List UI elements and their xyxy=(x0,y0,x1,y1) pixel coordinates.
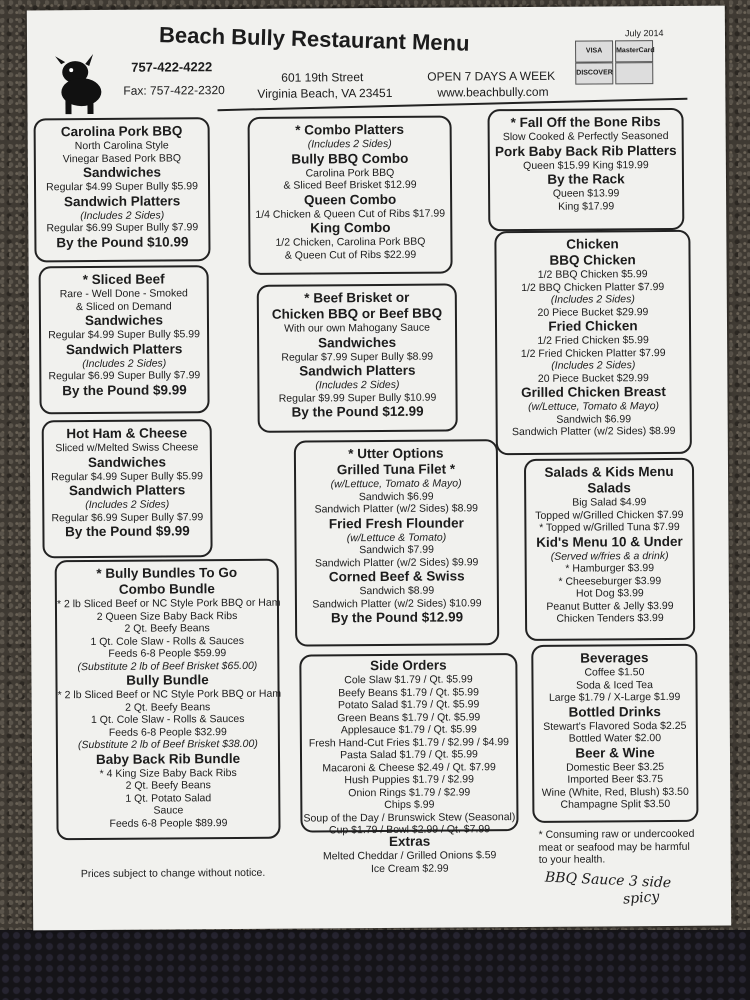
section-title: * Utter Options xyxy=(348,445,444,462)
section-title: Beverages xyxy=(580,650,649,666)
carolina-pork-section xyxy=(34,117,211,262)
menu-price: Sandwich Platter (w/2 Sides) $8.99 xyxy=(314,502,479,516)
menu-note: (Includes 2 Sides) xyxy=(550,293,635,306)
menu-price: Large $1.79 / X-Large $1.99 xyxy=(548,690,681,704)
menu-text: 2 Qt. Beefy Beans xyxy=(124,622,210,635)
warning-line: meat or seafood may be harmful xyxy=(538,840,690,854)
menu-text: * 2 lb Sliced Beef or NC Style Pork BBQ or Ham xyxy=(56,596,281,611)
menu-text: * 2 lb Sliced Beef or NC Style Pork BBQ or Ham xyxy=(57,687,282,702)
subheading: King Combo xyxy=(310,219,391,236)
menu-price: Imported Beer $3.75 xyxy=(567,773,664,786)
side-item: Macaroni & Cheese $2.49 / Qt. $7.99 xyxy=(322,760,496,774)
menu-price: Chicken Tenders $3.99 xyxy=(556,612,664,625)
menu-price: Regular $4.99 Super Bully $5.99 xyxy=(48,328,200,342)
menu-text: 2 Qt. Beefy Beans xyxy=(125,700,211,714)
price-disclaimer: Prices subject to change without notice. xyxy=(80,866,266,881)
menu-note: (Substitute 2 lb of Beef Brisket $38.00) xyxy=(77,737,258,752)
menu-price: Regular $6.99 Super Bully $7.99 xyxy=(46,221,199,235)
menu-price: * Topped w/Grilled Tuna $7.99 xyxy=(539,520,680,534)
extra-item: Melted Cheddar / Grilled Onions $.59 xyxy=(322,849,497,863)
menu-note: (Includes 2 Sides) xyxy=(80,208,165,222)
subheading: Sandwich Platters xyxy=(299,362,416,379)
menu-text: North Carolina Style xyxy=(74,139,169,153)
menu-text: 2 Qt. Beefy Beans xyxy=(125,779,211,792)
menu-price: * Hamburger $3.99 xyxy=(565,562,655,575)
ribs-section xyxy=(487,108,684,231)
menu-price: 1/2 Fried Chicken $5.99 xyxy=(537,334,649,347)
menu-text: Slow Cooked & Perfectly Seasoned xyxy=(502,129,669,144)
health-warning xyxy=(539,828,695,867)
menu-price: Feeds 6-8 People $89.99 xyxy=(109,816,228,830)
menu-text: Carolina Pork BBQ xyxy=(305,166,395,180)
menu-price: Big Salad $4.99 xyxy=(572,496,647,509)
section-title: * Beef Brisket or xyxy=(304,289,410,306)
website-text: www.beachbully.com xyxy=(437,84,549,100)
menu-price: Sandwich Platter (w/2 Sides) $10.99 xyxy=(312,596,482,610)
menu-price: & Sliced Beef Brisket $12.99 xyxy=(283,178,417,192)
side-item: Pasta Salad $1.79 / Qt. $5.99 xyxy=(340,748,478,762)
menu-price: Sandwich $6.99 xyxy=(556,412,632,426)
side-item: Onion Rings $1.79 / $2.99 xyxy=(348,785,471,799)
pound-price: By the Pound $10.99 xyxy=(56,233,189,250)
menu-note: (w/Lettuce, Tomato & Mayo) xyxy=(528,400,660,413)
menu-price: Sandwich Platter (w/2 Sides) $9.99 xyxy=(314,555,479,569)
subheading: Fried Fresh Flounder xyxy=(328,514,464,531)
handwritten-note: spicy xyxy=(622,888,660,908)
subheading: Bully BBQ Combo xyxy=(291,150,409,167)
side-item: Potato Salad $1.79 / Qt. $5.99 xyxy=(337,698,480,712)
city-address: Virginia Beach, VA 23451 xyxy=(257,85,393,101)
menu-text: Sauce xyxy=(153,804,184,817)
section-title: Chicken xyxy=(566,236,619,252)
menu-price: Queen $15.99 King $19.99 xyxy=(523,158,649,172)
menu-price: Queen $13.99 xyxy=(552,187,620,200)
section-title: Hot Ham & Cheese xyxy=(66,425,188,442)
subheading: Sandwich Platters xyxy=(63,192,181,209)
subheading: Combo Bundle xyxy=(118,581,215,597)
menu-price: Regular $6.99 Super Bully $7.99 xyxy=(51,510,204,524)
menu-text: 2 Queen Size Baby Back Ribs xyxy=(96,609,238,623)
subheading: Sandwiches xyxy=(84,312,164,329)
subheading: Sandwich Platters xyxy=(65,340,183,357)
extra-item: Ice Cream $2.99 xyxy=(370,862,449,875)
subheading: Bully Bundle xyxy=(126,672,209,688)
fax-number: Fax: 757-422-2320 xyxy=(123,83,225,98)
side-orders-section xyxy=(299,653,518,837)
side-item: Hush Puppies $1.79 / $2.99 xyxy=(344,773,475,787)
section-title: * Combo Platters xyxy=(295,121,405,138)
brisket-section xyxy=(257,283,458,432)
extras-section xyxy=(301,833,519,876)
menu-text: Sliced w/Melted Swiss Cheese xyxy=(55,441,199,455)
subheading: Sandwiches xyxy=(318,334,397,350)
menu-price: 1/2 BBQ Chicken $5.99 xyxy=(537,268,648,281)
subheading: By the Rack xyxy=(547,171,625,187)
sliced-beef-section xyxy=(39,265,210,414)
menu-price: Sandwich Platter (w/2 Sides) $8.99 xyxy=(511,424,676,439)
floor-background xyxy=(0,930,750,1000)
subheading: Sandwich Platters xyxy=(68,482,186,499)
menu-text: & Sliced on Demand xyxy=(75,299,172,313)
menu-price: Bottled Water $2.00 xyxy=(568,732,662,745)
beverages-section xyxy=(531,644,698,823)
menu-note: (Includes 2 Sides) xyxy=(82,356,167,370)
menu-price: 1/4 Chicken & Queen Cut of Ribs $17.99 xyxy=(255,207,446,221)
hours-text: OPEN 7 DAYS A WEEK xyxy=(427,68,556,84)
menu-note: (Includes 2 Sides) xyxy=(307,137,392,151)
amex-card-icon xyxy=(615,62,653,84)
menu-price: Sandwich $6.99 xyxy=(358,490,434,503)
pound-price: By the Pound $12.99 xyxy=(330,609,464,626)
menu-note: (Includes 2 Sides) xyxy=(315,378,400,392)
menu-text: Rare - Well Done - Smoked xyxy=(59,287,188,301)
menu-price: Stewart's Flavored Soda $2.25 xyxy=(543,719,687,733)
mastercard-icon: MasterCard xyxy=(615,40,653,62)
menu-price: Sandwich $7.99 xyxy=(359,543,434,557)
section-title: Salads & Kids Menu xyxy=(544,463,674,480)
menu-sheet xyxy=(27,6,731,931)
subheading: Fried Chicken xyxy=(548,318,638,334)
side-item: Green Beans $1.79 / Qt. $5.99 xyxy=(337,710,481,724)
menu-text: * 4 King Size Baby Back Ribs xyxy=(99,766,237,780)
pound-price: By the Pound $12.99 xyxy=(291,403,424,420)
side-item: Soup of the Day / Brunswick Stew (Seasonal) xyxy=(303,810,516,825)
section-title: Extras xyxy=(388,833,431,849)
phone-number: 757-422-4222 xyxy=(131,59,213,75)
menu-price: Coffee $1.50 xyxy=(584,666,645,679)
menu-price: Topped w/Grilled Chicken $7.99 xyxy=(535,508,684,522)
pound-price: By the Pound $9.99 xyxy=(62,381,187,398)
warning-line: * Consuming raw or undercooked xyxy=(538,827,695,841)
subheading: Bottled Drinks xyxy=(568,703,661,720)
subheading: Queen Combo xyxy=(303,191,397,208)
handwritten-note: BBQ Sauce 3 side xyxy=(544,869,672,892)
section-title: * Bully Bundles To Go xyxy=(96,564,238,581)
hot-ham-section xyxy=(42,419,213,558)
visa-card-icon: VISA xyxy=(575,40,613,62)
menu-text: 1/2 Chicken, Carolina Pork BBQ xyxy=(275,235,426,249)
section-title: Side Orders xyxy=(370,657,447,674)
side-item: Fresh Hand-Cut Fries $1.79 / $2.99 / $4.99 xyxy=(308,735,510,749)
menu-price: Domestic Beer $3.25 xyxy=(566,760,665,774)
menu-price: Feeds 6-8 People $32.99 xyxy=(108,725,227,739)
section-title: * Sliced Beef xyxy=(82,271,165,288)
subheading: BBQ Chicken xyxy=(549,252,636,268)
menu-price: Regular $4.99 Super Bully $5.99 xyxy=(51,469,203,483)
menu-price: Regular $6.99 Super Bully $7.99 xyxy=(48,369,201,383)
pound-price: By the Pound $9.99 xyxy=(65,523,190,540)
menu-price: & Queen Cut of Ribs $22.99 xyxy=(284,248,417,262)
menu-price: King $17.99 xyxy=(558,199,615,213)
menu-price: 1/2 BBQ Chicken Platter $7.99 xyxy=(521,280,665,294)
menu-text: 1 Qt. Cole Slaw - Rolls & Sauces xyxy=(90,634,244,648)
subheading: Grilled Chicken Breast xyxy=(521,383,666,401)
menu-price: * Cheeseburger $3.99 xyxy=(558,574,662,588)
subheading: Beer & Wine xyxy=(575,744,655,761)
salads-kids-section xyxy=(524,458,695,641)
menu-text: With our own Mahogany Sauce xyxy=(284,321,431,335)
menu-price: 20 Piece Bucket $29.99 xyxy=(537,305,649,319)
menu-price: Peanut Butter & Jelly $3.99 xyxy=(546,599,674,613)
subheading: Kid's Menu 10 & Under xyxy=(536,533,683,550)
menu-price: Feeds 6-8 People $59.99 xyxy=(108,647,227,660)
subheading: Salads xyxy=(587,480,631,496)
menu-price: Regular $4.99 Super Bully $5.99 xyxy=(46,180,198,194)
menu-text: Vinegar Based Pork BBQ xyxy=(62,151,182,165)
bull-logo-icon xyxy=(51,50,111,116)
subheading: Grilled Tuna Filet * xyxy=(336,461,456,478)
payment-cards xyxy=(575,40,691,87)
menu-note: (Includes 2 Sides) xyxy=(85,498,170,512)
menu-text: 1 Qt. Cole Slaw - Rolls & Sauces xyxy=(90,712,245,727)
menu-price: 1/2 Fried Chicken Platter $7.99 xyxy=(520,346,666,360)
menu-note: (w/Lettuce, Tomato & Mayo) xyxy=(330,477,462,491)
side-item: Chips $.99 xyxy=(384,798,435,811)
menu-note: (w/Lettuce & Tomato) xyxy=(346,531,447,544)
subheading: Pork Baby Back Rib Platters xyxy=(494,142,677,159)
menu-price: 20 Piece Bucket $29.99 xyxy=(537,371,649,385)
combo-platters-section xyxy=(248,115,453,274)
menu-price: Regular $9.99 Super Bully $10.99 xyxy=(278,391,437,405)
bully-bundles-section xyxy=(55,559,281,841)
page-title: Beach Bully Restaurant Menu xyxy=(158,22,470,56)
discover-card-icon: DISCOVER xyxy=(575,62,613,84)
menu-price: Hot Dog $3.99 xyxy=(575,587,644,600)
subheading: Corned Beef & Swiss xyxy=(328,568,465,585)
side-item: Cup $1.79 / Bowl $2.99 / Qt. $7.99 xyxy=(328,823,491,837)
side-item: Beefy Beans $1.79 / Qt. $5.99 xyxy=(338,685,479,699)
side-item: Cole Slaw $1.79 / Qt. $5.99 xyxy=(344,673,473,687)
menu-price: Regular $7.99 Super Bully $8.99 xyxy=(281,350,434,364)
street-address: 601 19th Street xyxy=(281,70,364,85)
subheading: Sandwiches xyxy=(82,164,161,181)
section-title: Chicken BBQ or Beef BBQ xyxy=(271,305,443,322)
subheading: Baby Back Rib Bundle xyxy=(95,750,241,767)
menu-price: Wine (White, Red, Blush) $3.50 xyxy=(541,785,689,799)
warning-line: to your health. xyxy=(538,853,606,866)
menu-date: July 2014 xyxy=(624,28,664,39)
side-item: Applesauce $1.79 / Qt. $5.99 xyxy=(340,723,477,737)
section-title: * Fall Off the Bone Ribs xyxy=(510,114,661,131)
subheading: Sandwiches xyxy=(87,453,167,470)
menu-note: (Substitute 2 lb of Beef Brisket $65.00) xyxy=(77,659,258,673)
menu-text: Soda & Iced Tea xyxy=(576,678,653,692)
menu-note: (Served w/fries & a drink) xyxy=(550,549,669,563)
menu-price: Champagne Split $3.50 xyxy=(560,797,671,811)
section-title: Carolina Pork BBQ xyxy=(60,123,183,140)
utter-options-section xyxy=(294,439,499,646)
menu-note: (Includes 2 Sides) xyxy=(551,359,636,372)
menu-text: 1 Qt. Potato Salad xyxy=(125,791,212,805)
menu-price: Sandwich $8.99 xyxy=(359,584,435,598)
chicken-section xyxy=(494,230,692,455)
